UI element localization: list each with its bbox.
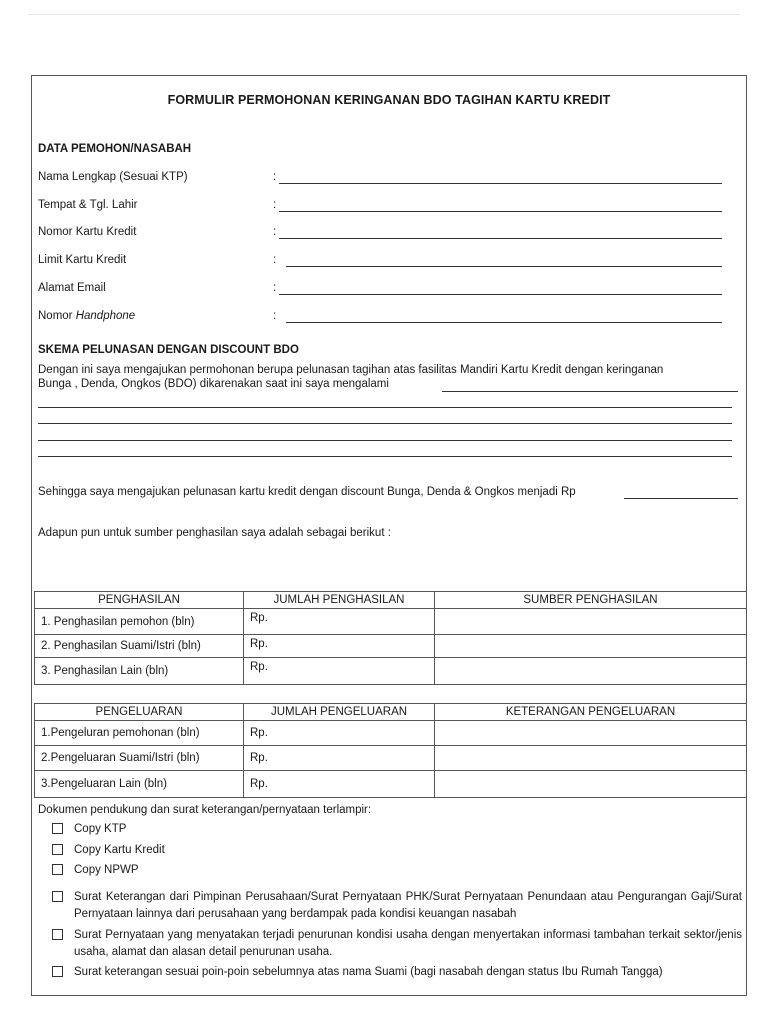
income-amount-cell[interactable]: Rp.	[244, 658, 435, 685]
full-name-field[interactable]	[279, 183, 722, 184]
income-header-source: SUMBER PENGHASILAN	[435, 592, 747, 609]
income-source-cell[interactable]	[435, 609, 747, 635]
checkbox-label-husband-statement: Surat keterangan sesuai poin-poin sebelumnya atas nama Suami (bagi nasabah dengan status Ibu Rumah Tangga)	[74, 966, 663, 978]
income-source-cell[interactable]	[435, 658, 747, 685]
expense-amount-cell[interactable]: Rp.	[244, 721, 435, 746]
checkbox-label-business-statement: Surat Pernyataan yang menyatakan terjadi penurunan kondisi usaha dengan menyertakan informasi tambahan terkait sektor/jenis usaha, alamat dan alasan detail penurunan usaha.	[74, 929, 742, 958]
expense-header-note: KETERANGAN PENGELUARAN	[435, 704, 747, 721]
income-intro-text: Adapun pun untuk sumber penghasilan saya adalah sebagai berikut :	[38, 527, 391, 539]
income-source-cell[interactable]	[435, 635, 747, 658]
reason-field-line-5[interactable]	[38, 456, 732, 457]
checkbox-label-npwp: Copy NPWP	[74, 864, 139, 876]
expense-row-label: 2.Pengeluaran Suami/Istri (bln)	[35, 746, 244, 771]
checkbox-npwp[interactable]	[52, 864, 63, 875]
scheme-paragraph-line2: Bunga , Denda, Ongkos (BDO) dikarenakan saat ini saya mengalami	[38, 378, 389, 390]
income-amount-cell[interactable]: Rp.	[244, 635, 435, 658]
expense-note-cell[interactable]	[435, 771, 747, 798]
expense-table	[34, 703, 747, 798]
checkbox-husband-statement[interactable]	[52, 966, 63, 977]
expense-header-category: PENGELUARAN	[35, 704, 244, 721]
expense-table-header	[35, 704, 747, 721]
card-number-label: Nomor Kartu Kredit	[38, 226, 137, 238]
checkbox-credit-card[interactable]	[52, 844, 63, 855]
table-row	[35, 609, 747, 635]
discount-request-text: Sehingga saya mengajukan pelunasan kartu kredit dengan discount Bunga, Denda & Ongkos menjadi Rp	[38, 486, 576, 498]
reason-field-line-1[interactable]	[442, 391, 738, 392]
phone-label-prefix: Nomor	[38, 310, 76, 322]
table-row	[35, 721, 747, 746]
checkbox-label-employer-letter: Surat Keterangan dari Pimpinan Perusahaan/Surat Pernyataan PHK/Surat Pernyataan Penundaan atau Pengurangan Gaji/Surat Pernyataan lainnya dari perusahaan yang berdampak pada kondisi keuangan nasabah	[74, 891, 742, 920]
card-limit-label: Limit Kartu Kredit	[38, 254, 127, 266]
checkbox-business-statement[interactable]	[52, 929, 63, 940]
card-limit-colon: :	[273, 254, 277, 266]
card-number-field[interactable]	[279, 238, 722, 239]
birth-place-date-field[interactable]	[279, 211, 722, 212]
income-amount-cell[interactable]: Rp.	[244, 609, 435, 635]
income-table-header	[35, 592, 747, 609]
checkbox-item-credit-card[interactable]	[52, 842, 742, 859]
income-row-label: 1. Penghasilan pemohon (bln)	[35, 609, 244, 635]
income-header-category: PENGHASILAN	[35, 592, 244, 609]
checkbox-ktp[interactable]	[52, 823, 63, 834]
income-header-amount: JUMLAH PENGHASILAN	[244, 592, 435, 609]
expense-amount-cell[interactable]: Rp.	[244, 771, 435, 798]
expense-header-amount: JUMLAH PENGELUARAN	[244, 704, 435, 721]
checkbox-item-business-statement[interactable]	[52, 927, 742, 961]
checkbox-item-ktp[interactable]	[52, 821, 742, 838]
checkbox-employer-letter[interactable]	[52, 891, 63, 902]
form-title: FORMULIR PERMOHONAN KERINGANAN BDO TAGIHAN KARTU KREDIT	[167, 93, 611, 107]
checkbox-label-credit-card: Copy Kartu Kredit	[74, 844, 165, 856]
checkbox-item-husband-statement[interactable]	[52, 964, 742, 981]
income-row-label: 2. Penghasilan Suami/Istri (bln)	[35, 635, 244, 658]
reason-field-line-2[interactable]	[38, 407, 732, 408]
email-colon: :	[273, 282, 277, 294]
expense-note-cell[interactable]	[435, 746, 747, 771]
expense-note-cell[interactable]	[435, 721, 747, 746]
phone-label	[38, 310, 135, 322]
scheme-section-heading: SKEMA PELUNASAN DENGAN DISCOUNT BDO	[38, 344, 299, 356]
table-row	[35, 658, 747, 685]
expense-row-label: 3.Pengeluaran Lain (bln)	[35, 771, 244, 798]
reason-field-line-3[interactable]	[38, 423, 732, 424]
birth-place-date-colon: :	[273, 199, 277, 211]
scheme-paragraph-line1: Dengan ini saya mengajukan permohonan berupa pelunasan tagihan atas fasilitas Mandiri Kartu Kredit dengan keringanan	[38, 364, 664, 376]
card-limit-field[interactable]	[286, 266, 722, 267]
documents-heading: Dokumen pendukung dan surat keterangan/pernyataan terlampir:	[38, 804, 372, 816]
phone-label-italic: Handphone	[75, 310, 136, 322]
expense-amount-cell[interactable]: Rp.	[244, 746, 435, 771]
birth-place-date-label: Tempat & Tgl. Lahir	[38, 199, 138, 211]
full-name-label: Nama Lengkap (Sesuai KTP)	[38, 171, 188, 183]
checkbox-item-employer-letter[interactable]	[52, 889, 742, 923]
expense-row-label: 1.Pengeluran pemohonan (bln)	[35, 721, 244, 746]
table-row	[35, 635, 747, 658]
checkbox-label-ktp: Copy KTP	[74, 823, 127, 835]
email-label: Alamat Email	[38, 282, 106, 294]
table-row	[35, 746, 747, 771]
checkbox-item-npwp[interactable]	[52, 862, 742, 879]
scan-edge-line	[28, 14, 740, 15]
reason-field-line-4[interactable]	[38, 440, 732, 441]
card-number-colon: :	[273, 226, 277, 238]
discount-amount-field[interactable]	[624, 498, 738, 499]
phone-field[interactable]	[286, 322, 722, 323]
full-name-colon: :	[273, 171, 277, 183]
email-field[interactable]	[279, 294, 722, 295]
table-row	[35, 771, 747, 798]
phone-colon: :	[273, 310, 277, 322]
applicant-section-heading: DATA PEMOHON/NASABAH	[38, 143, 192, 155]
income-table	[34, 591, 747, 685]
income-row-label: 3. Penghasilan Lain (bln)	[35, 658, 244, 685]
